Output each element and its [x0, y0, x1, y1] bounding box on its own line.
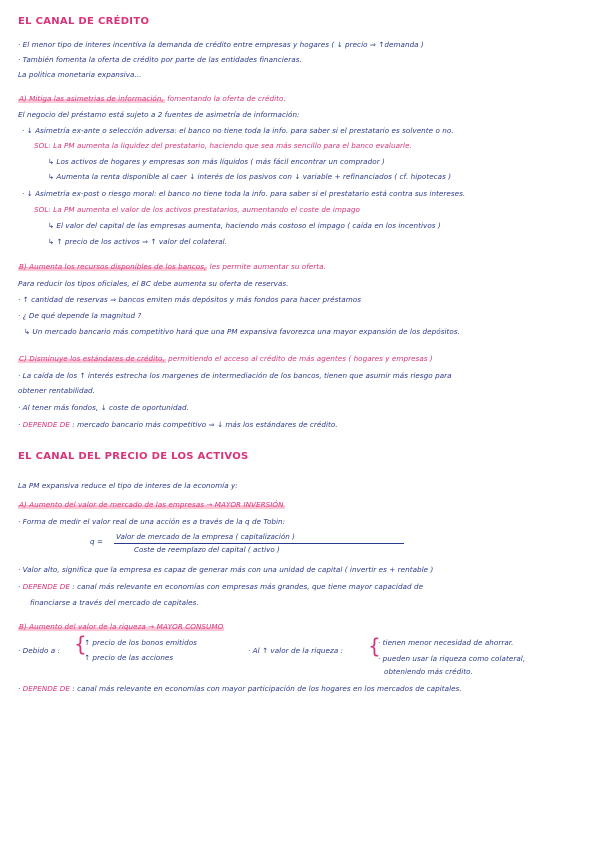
- s2-b-title: [18, 622, 589, 632]
- s1-a-title-rest: fomentando la oferta de crédito.: [164, 94, 286, 103]
- s1-intro-2: La politica monetaria expansiva...: [18, 70, 142, 79]
- s1-b-line-3: ↳ Un mercado bancario más competitivo hará que una PM expansiva favorezca una mayor expansión de los depósitos.: [24, 327, 460, 336]
- s1-a-heading: [18, 94, 589, 104]
- s1-a-line-0: El negocio del préstamo está sujeto a 2 fuentes de asimetría de información:: [18, 110, 300, 119]
- left-brace-icon: {: [74, 632, 87, 656]
- s2-b-right-item-2: obteniendo más crédito.: [384, 667, 473, 676]
- s1-c-title: C) Disminuye los estándares de crédito,: [19, 354, 165, 363]
- s2-intro: La PM expansiva reduce el tipo de interes de la economía y:: [18, 481, 238, 490]
- s1-b-line-0: Para reducir los tipos oficiales, el BC debe aumenta su oferta de reservas.: [18, 279, 289, 288]
- s1-c-title-rest: permitiendo el acceso al crédito de más agentes ( hogares y empresas ): [165, 354, 433, 363]
- s1-b-heading: [18, 262, 589, 272]
- s1-a-line-1: · ↓ Asimetría ex-ante o selección adversa: el banco no tiene toda la info. para saber si el prestatario es solvente o no.: [22, 126, 454, 135]
- s1-c-line-3: · DEPENDE DE : mercado bancario más competitivo ⇒ ↓ más los estándares de crédito.: [18, 420, 338, 429]
- fraction-bar: [114, 543, 404, 544]
- s1-a-line-5: · ↓ Asimetría ex-post o riesgo moral: el banco no tiene toda la info. para saber si el prestatario está contra sus intereses.: [22, 189, 466, 198]
- s1-a-line-6: SOL: La PM aumenta el valor de los activos prestatarios, aumentando el coste de impago: [34, 205, 360, 214]
- s1-c-line-1: obtener rentabilidad.: [18, 386, 95, 395]
- s2-a-title: [18, 500, 589, 510]
- s1-a-line-7: ↳ El valor del capital de las empresas aumenta, haciendo más costoso el impago ( caída en los incentivos ): [48, 221, 441, 230]
- s2-b-right-item-0: · tienen menor necesidad de ahorrar.: [378, 638, 514, 647]
- s1-a-line-3: ↳ Los activos de hogares y empresas son más líquidos ( más fácil encontrar un comprador ): [48, 157, 385, 166]
- s1-c-line-2: · Al tener más fondos, ↓ coste de oportunidad.: [18, 403, 189, 412]
- s2-b-mid-label: · Al ↑ valor de la riqueza :: [248, 646, 344, 655]
- s2-a-title-text: A) Aumento del valor de mercado de las empresas → MAYOR INVERSIÓN: [19, 500, 284, 509]
- s1-b-title-rest: les permite aumentar su oferta.: [207, 262, 326, 271]
- s1-c-line-0: · La caída de los ↑ interés estrecha los margenes de intermediación de los bancos, tienen que asumir más riesgo para: [18, 371, 452, 380]
- section2-title: EL CANAL DEL PRECIO DE LOS ACTIVOS: [18, 451, 249, 462]
- s1-a-line-4: ↳ Aumenta la renta disponible al caer ↓ interés de los pasivos con ↓ variable + refinanciados ( cf. hipotecas ): [48, 172, 452, 181]
- s1-intro-1: · También fomenta la oferta de crédito por parte de las entidades financieras.: [18, 55, 302, 64]
- s1-intro-0: · El menor tipo de interes incentiva la demanda de crédito entre empresas y hogares ( ↓ precio ⇒ ↑demanda ): [18, 40, 424, 49]
- s2-a-line1: · Forma de medir el valor real de una acción es a través de la q de Tobin:: [18, 517, 286, 526]
- section1-title: EL CANAL DE CRÉDITO: [18, 16, 150, 27]
- s2-b-title-text: B) Aumento del valor de la riqueza → MAYOR CONSUMO: [19, 622, 224, 631]
- right-brace-icon: {: [368, 634, 381, 658]
- s2-a-line-1: · DEPENDE DE : canal más relevante en economías con empresas más grandes, que tiene mayor capacidad de: [18, 582, 424, 591]
- s2-b-left-label: · Debido a :: [18, 646, 61, 655]
- s1-a-title: A) Mitiga las asimetrias de información,: [19, 94, 164, 103]
- q-denominator: Coste de reemplazo del capital ( activo ): [134, 545, 280, 554]
- s1-b-title: B) Aumenta los recursos disponibles de los bancos,: [19, 262, 207, 271]
- s2-b-last: · DEPENDE DE : canal más relevante en economías con mayor participación de los hogares en los mercados de capitales.: [18, 684, 462, 693]
- s2-b-right-item-1: · pueden usar la riqueza como colateral,: [378, 654, 526, 663]
- s2-a-line-2: financiarse a través del mercado de capitales.: [30, 598, 199, 607]
- q-numerator: Valor de mercado de la empresa ( capitalización ): [116, 532, 295, 541]
- s1-b-line-2: · ¿ De qué depende la magnitud ?: [18, 311, 142, 320]
- s2-b-left-item-1: ↑ precio de las acciones: [84, 653, 174, 662]
- s1-a-line-2: SOL: La PM aumenta la liquidez del prestatario, haciendo que sea más sencillo para el banco evaluarle.: [34, 141, 412, 150]
- s1-a-line-8: ↳ ↑ precio de los activos ⇒ ↑ valor del colateral.: [48, 237, 228, 246]
- s2-a-line-0: · Valor alto, significa que la empresa es capaz de generar más con una unidad de capital ( invertir es + rentable ): [18, 565, 434, 574]
- s2-b-left-item-0: ↑ precio de los bonos emitidos: [84, 638, 197, 647]
- q-label: q =: [90, 537, 103, 546]
- s1-b-line-1: · ↑ cantidad de reservas ⇒ bancos emiten más depósitos y más fondos para hacer préstamos: [18, 295, 362, 304]
- s1-c-heading: [18, 354, 589, 364]
